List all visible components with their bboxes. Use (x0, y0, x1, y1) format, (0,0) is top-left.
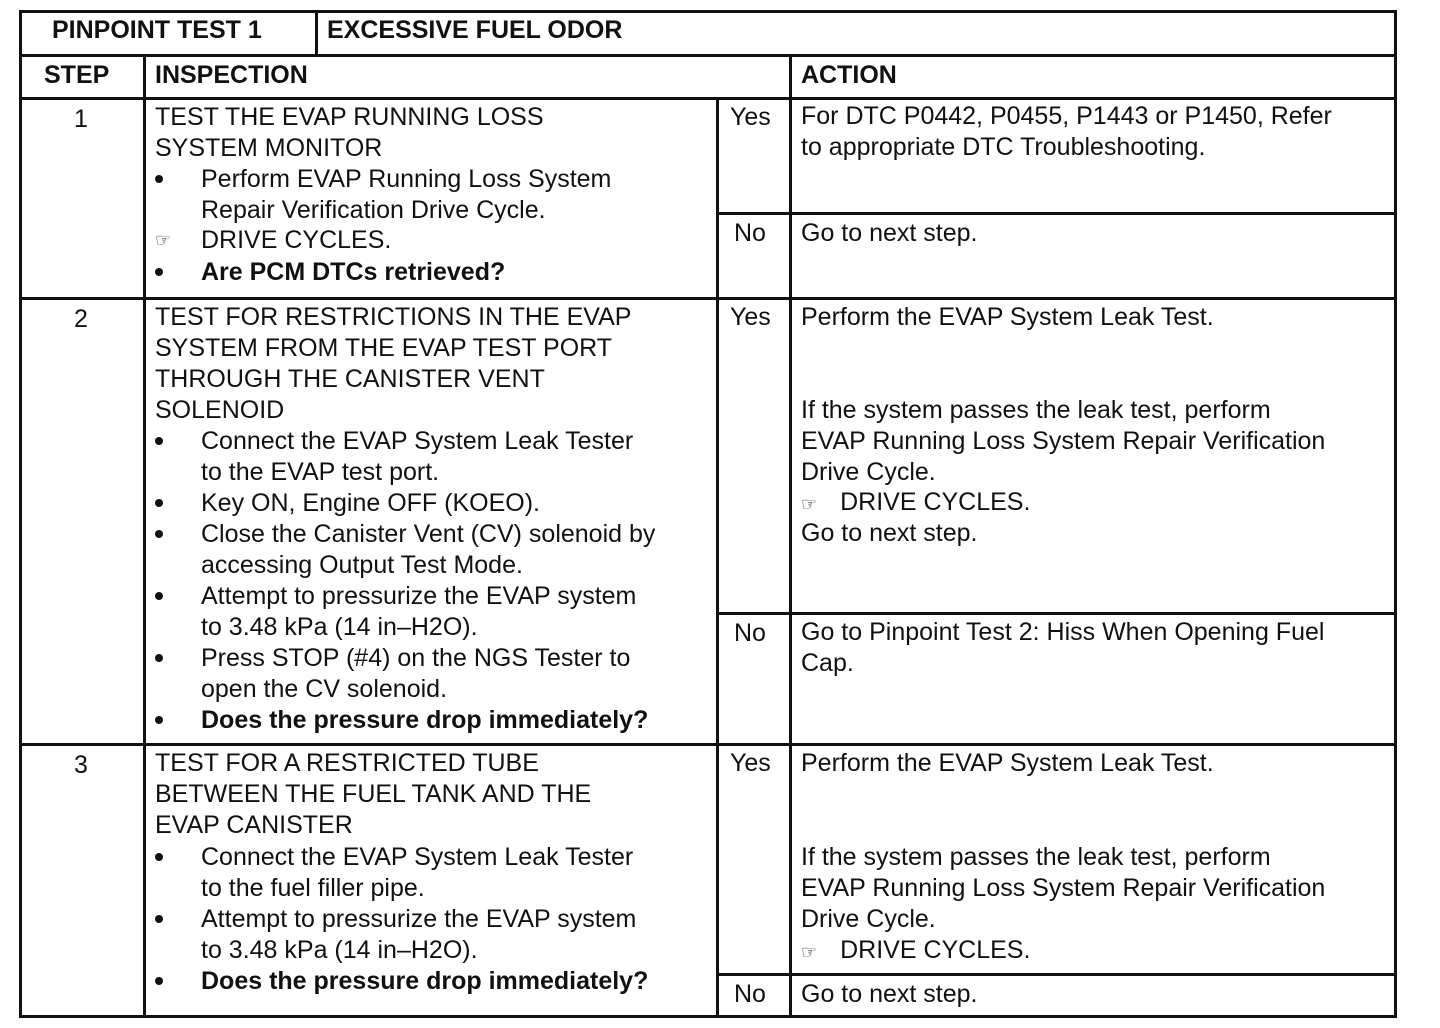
test-id: PINPOINT TEST 1 (52, 16, 262, 44)
step-number: 3 (74, 751, 88, 779)
no-label: No (734, 619, 766, 647)
yes-action: Perform the EVAP System Leak Test. (801, 303, 1214, 331)
no-label: No (734, 219, 766, 247)
grid-line (19, 297, 1396, 300)
no-action: Go to next step. (801, 980, 978, 1008)
bullet-dot-icon (155, 437, 163, 445)
column-header-step: STEP (44, 61, 110, 89)
reference-item: ☞ DRIVE CYCLES. (801, 936, 1031, 964)
bullet-dot-icon (155, 499, 163, 507)
bullet-dot-icon (155, 977, 163, 985)
no-action: Go to next step. (801, 219, 978, 247)
bullet-dot-icon (155, 268, 163, 276)
test-name: EXCESSIVE FUEL ODOR (327, 16, 623, 44)
grid-line (19, 54, 1396, 57)
step-title: TEST FOR RESTRICTIONS IN THE EVAP SYSTEM FROM THE EVAP TEST PORT THROUGH THE CANISTER VENT SOLENOID (155, 303, 632, 424)
yes-action-next: Go to next step. (801, 519, 978, 547)
step-title: TEST THE EVAP RUNNING LOSS SYSTEM MONITOR (155, 103, 544, 162)
bullet-dot-icon (155, 716, 163, 724)
grid-line (716, 973, 1396, 976)
yes-label: Yes (730, 749, 771, 777)
pointing-hand-icon: ☞ (155, 230, 172, 250)
step-number: 2 (74, 305, 88, 333)
yes-action-detail: If the system passes the leak test, perform EVAP Running Loss System Repair Verification Drive Cycle. (801, 396, 1326, 486)
bullet-dot-icon (155, 654, 163, 662)
bullet-dot-icon (155, 915, 163, 923)
bullet-dot-icon (155, 175, 163, 183)
bullet-dot-icon (155, 853, 163, 861)
bullet-dot-icon (155, 530, 163, 538)
yes-label: Yes (730, 103, 771, 131)
yes-action-detail: If the system passes the leak test, perform EVAP Running Loss System Repair Verification Drive Cycle. (801, 843, 1326, 933)
grid-line (789, 54, 792, 1018)
no-action: Go to Pinpoint Test 2: Hiss When Opening Fuel Cap. (801, 618, 1325, 677)
no-label: No (734, 980, 766, 1008)
yes-action: Perform the EVAP System Leak Test. (801, 749, 1214, 777)
step-title: TEST FOR A RESTRICTED TUBE BETWEEN THE FUEL TANK AND THE EVAP CANISTER (155, 749, 592, 839)
column-header-action: ACTION (801, 61, 897, 89)
step-number: 1 (74, 105, 88, 133)
grid-line (19, 97, 1396, 100)
pointing-hand-icon: ☞ (801, 942, 818, 962)
grid-line (716, 212, 1396, 215)
pointing-hand-icon: ☞ (801, 494, 818, 514)
grid-line (1394, 10, 1397, 1018)
yes-label: Yes (730, 303, 771, 331)
bullet-dot-icon (155, 592, 163, 600)
grid-line (19, 1015, 1396, 1018)
grid-line (315, 10, 318, 56)
grid-line (716, 612, 1396, 615)
grid-line (143, 54, 146, 1018)
column-header-inspection: INSPECTION (155, 61, 308, 89)
grid-line (19, 10, 1396, 13)
grid-line (19, 10, 22, 1018)
yes-action: For DTC P0442, P0455, P1443 or P1450, Refer to appropriate DTC Troubleshooting. (801, 102, 1332, 161)
grid-line (716, 97, 719, 1018)
reference-item: ☞ DRIVE CYCLES. (801, 488, 1031, 516)
grid-line (19, 743, 1396, 746)
